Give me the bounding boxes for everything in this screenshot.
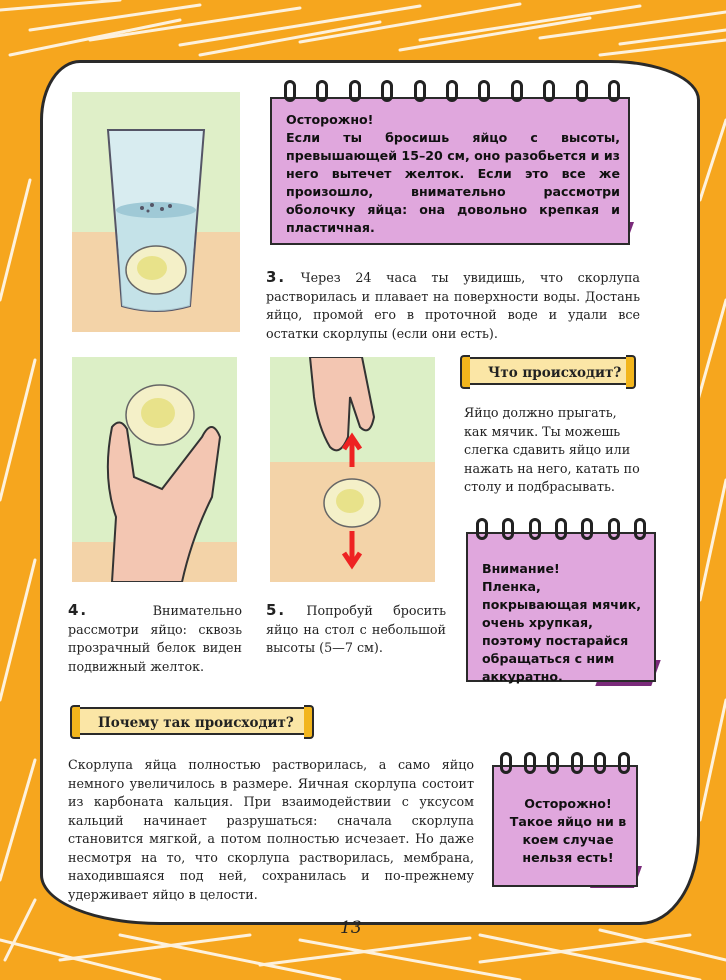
step-3 xyxy=(266,268,640,343)
warning-title: Осторожно! xyxy=(524,796,612,811)
step-4 xyxy=(68,601,242,676)
hand-egg-photo xyxy=(72,357,237,582)
warning-text: Если ты бросишь яйцо с высоты, превышающей 15–20 см, оно разобьется и из него вытечет желток. Если это все же произошло, внимательно рассмотри оболочку яйца: она довольно крепкая и пластичная. xyxy=(286,130,620,235)
step-text: Внимательно рассмотри яйцо: сквозь прозрачный белок виден подвижный желток. xyxy=(68,603,242,674)
step-number: 3. xyxy=(266,268,287,286)
spiral-rings xyxy=(284,80,620,102)
step-number: 4. xyxy=(68,601,89,619)
what-happens-text: Яйцо должно прыгать, как мячик. Ты можешь слегка сдавить яйцо или нажать на него, катать по столу и подбрасывать. xyxy=(464,405,640,494)
warning-note-bottom xyxy=(492,765,638,887)
glass-egg-photo xyxy=(72,92,240,332)
warning-title: Осторожно! xyxy=(286,112,374,127)
step-5 xyxy=(266,601,446,658)
attention-note xyxy=(466,532,656,682)
step-text: Попробуй бросить яйцо на стол с небольшой высоты (5—7 см). xyxy=(266,603,446,655)
warning-note-top xyxy=(270,97,630,245)
step-text: Через 24 часа ты увидишь, что скорлупа растворилась и плавает на поверхности воды. Достань яйцо, промой его в проточной воде и удали все остатки скорлупы (если они есть). xyxy=(266,270,640,341)
what-happens-banner xyxy=(468,357,628,385)
attention-text: Пленка, покрывающая мячик, очень хрупкая, поэтому постарайся обращаться с ним аккуратно. xyxy=(482,579,642,684)
attention-title: Внимание! xyxy=(482,561,560,576)
banner-title: Почему так происходит? xyxy=(98,715,294,731)
step-number: 5. xyxy=(266,601,287,619)
spiral-rings xyxy=(500,752,630,774)
page-number: 13 xyxy=(340,918,362,938)
banner-title: Что происходит? xyxy=(488,365,622,381)
warning-text: Такое яйцо ни в коем случае нельзя есть! xyxy=(509,814,627,865)
spiral-rings xyxy=(476,518,646,540)
bounce-egg-photo xyxy=(270,357,435,582)
why-text: Скорлупа яйца полностью растворилась, а само яйцо немного увеличилось в размере. Яичная скорлупа состоит из карбоната кальция. При взаимодействии с уксусом кальций начинает разрушаться: сначала скорлупа становится мягкой, а потом полностью исчезает. Но даже несмотря на то, что скорлупа растворилась, мембрана, находившаяся под ней, сохранилась и по-прежнему удерживает яйцо в целости. xyxy=(68,757,474,902)
why-banner xyxy=(78,707,306,735)
